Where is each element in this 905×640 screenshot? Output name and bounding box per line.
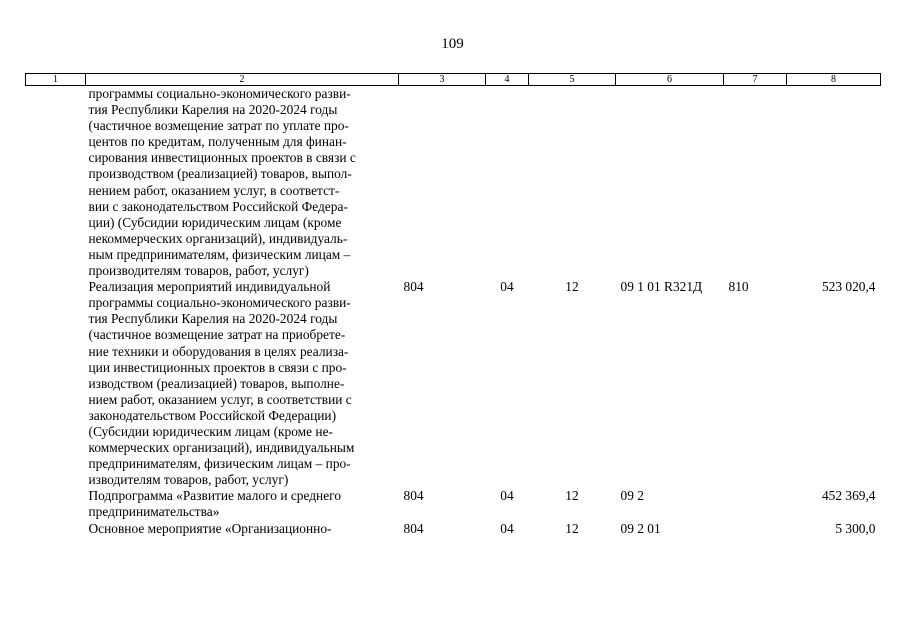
description-line: вии с законодательством Российской Федера-	[88, 198, 348, 214]
subsection-code-cell: 12	[565, 488, 579, 504]
row-number-cell	[26, 488, 86, 520]
description-line: ным предпринимателям, физическим лицам –	[88, 246, 351, 262]
table-row	[26, 521, 881, 537]
description-line: нием работ, оказанием услуг, в соответствии с	[88, 391, 352, 407]
row-number-cell	[26, 86, 86, 280]
expense-type-cell	[724, 488, 787, 520]
table-row	[26, 488, 881, 520]
description-cell	[86, 488, 399, 520]
column-number-2: 2	[86, 74, 399, 86]
column-number-7: 7	[724, 74, 787, 86]
description-line: (частичное возмещение затрат на приобрете-	[88, 327, 346, 343]
column-number-6: 6	[616, 74, 724, 86]
description-line: программы социально-экономического разви-	[88, 295, 351, 311]
description-cell	[86, 279, 399, 488]
description-line: коммерческих организаций), индивидуальным	[88, 440, 355, 456]
description-line: (частичное возмещение затрат по уплате про-	[88, 118, 349, 134]
section-code-cell: 04	[500, 520, 514, 536]
description-line: сирования инвестиционных проектов в связи с	[88, 150, 356, 166]
description-line: Реализация мероприятий индивидуальной	[88, 279, 331, 295]
column-number-5: 5	[529, 74, 616, 86]
column-number-4: 4	[486, 74, 529, 86]
row-number-cell	[26, 521, 86, 537]
expense-type-cell	[724, 86, 787, 280]
subsection-code-cell	[529, 86, 616, 280]
description-line: законодательством Российской Федерации)	[88, 407, 337, 423]
description-line: предпринимательства»	[88, 504, 220, 520]
description-line: тия Республики Карелия на 2020-2024 годы	[88, 102, 338, 118]
amount-cell: 5 300,0	[835, 520, 876, 536]
ministry-code-cell	[399, 86, 486, 280]
ministry-code-cell: 804	[403, 520, 424, 536]
table-body	[26, 86, 881, 537]
target-article-cell: 09 2	[620, 488, 644, 504]
target-article-cell: 09 1 01 R321Д	[620, 279, 703, 295]
budget-table	[25, 73, 881, 537]
description-line: нением работ, оказанием услуг, в соответст-	[88, 182, 340, 198]
column-number-3: 3	[399, 74, 486, 86]
description-line: ции) (Субсидии юридическим лицам (кроме	[88, 214, 342, 230]
expense-type-cell: 810	[728, 279, 749, 295]
description-cell	[86, 86, 399, 280]
table-row	[26, 279, 881, 488]
description-line: Основное мероприятие «Организационно-	[88, 520, 332, 536]
subsection-code-cell: 12	[565, 520, 579, 536]
column-number-row	[26, 74, 881, 86]
subsection-code-cell: 12	[565, 279, 579, 295]
description-line: тия Республики Карелия на 2020-2024 годы	[88, 311, 338, 327]
description-line: (Субсидии юридическим лицам (кроме не-	[88, 423, 333, 439]
row-number-cell	[26, 279, 86, 488]
description-line: изводством (реализацией) товаров, выполне-	[88, 375, 345, 391]
description-line: ние техники и оборудования в целях реализа-	[88, 343, 349, 359]
description-line: Подпрограмма «Развитие малого и среднего	[88, 488, 342, 504]
ministry-code-cell: 804	[403, 488, 424, 504]
description-line: ции инвестиционных проектов в связи с про-	[88, 359, 347, 375]
target-article-cell: 09 2 01	[620, 520, 661, 536]
description-line: некоммерческих организаций), индивидуаль-	[88, 230, 348, 246]
expense-type-cell	[724, 521, 787, 537]
target-article-cell	[616, 86, 724, 280]
description-line: программы социально-экономического разви-	[88, 86, 351, 101]
description-line: производством (реализацией) товаров, выпол-	[88, 166, 352, 182]
section-code-cell: 04	[500, 279, 514, 295]
column-number-1: 1	[26, 74, 86, 86]
description-line: предпринимателям, физическим лицам – про-	[88, 456, 351, 472]
description-line: изводителям товаров, работ, услуг)	[88, 472, 289, 488]
description-line: центов по кредитам, полученным для финан-	[88, 134, 347, 150]
description-cell	[86, 521, 399, 537]
section-code-cell	[486, 86, 529, 280]
ministry-code-cell: 804	[403, 279, 424, 295]
amount-cell: 523 020,4	[821, 279, 876, 295]
section-code-cell: 04	[500, 488, 514, 504]
amount-cell: 452 369,4	[821, 488, 876, 504]
column-number-8: 8	[787, 74, 881, 86]
table-row	[26, 86, 881, 280]
amount-cell	[787, 86, 881, 280]
description-line: производителям товаров, работ, услуг)	[88, 263, 309, 279]
page-number: 109	[441, 36, 464, 52]
